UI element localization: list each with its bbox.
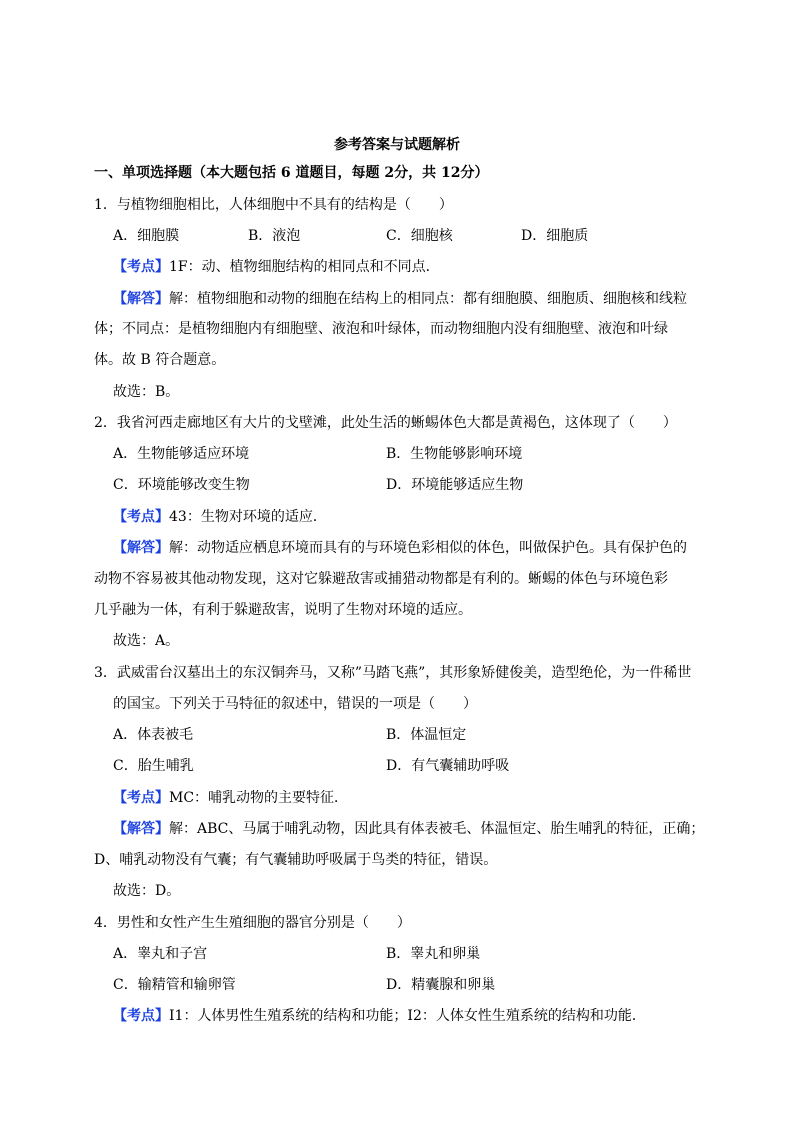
kaodian-label: 【考点】 (113, 259, 169, 275)
q1-kaodian (113, 258, 440, 276)
kaodian-label: 【考点】 (113, 790, 169, 806)
q3-jieda (113, 820, 704, 838)
q3-answer: 故选：D。 (113, 883, 181, 899)
question-3-stem-line-1: 3．武威雷台汉墓出土的东汉铜奔马，又称”马踏飞燕”，其形象矫健俊美，造型绝伦，为一件稀世 (94, 665, 692, 681)
q4-option-c: C．输精管和输卵管 (113, 977, 236, 993)
q4-option-b: B．睾丸和卵巢 (386, 946, 481, 962)
q3-option-b: B．体温恒定 (386, 727, 467, 743)
q2-option-a: A．生物能够适应环境 (113, 446, 250, 462)
question-4-stem: 4．男性和女性产生生殖细胞的器官分别是（ ） (94, 915, 411, 931)
question-1-stem: 1．与植物细胞相比，人体细胞中不具有的结构是（ ） (94, 197, 453, 213)
q2-option-b: B．生物能够影响环境 (386, 446, 523, 462)
q3-jieda-line-2: D、哺乳动物没有气囊；有气囊辅助呼吸属于鸟类的特征，错误。 (94, 852, 498, 868)
q3-kaodian (113, 789, 348, 807)
q2-kaodian (113, 508, 327, 526)
kaodian-label: 【考点】 (113, 1008, 169, 1024)
q1-jieda (113, 290, 687, 308)
q1-jieda-line-1: 解：植物细胞和动物的细胞在结构上的相同点：都有细胞膜、细胞质、细胞核和线粒 (169, 291, 687, 307)
q3-kaodian-text: MC：哺乳动物的主要特征． (169, 790, 349, 806)
jieda-label: 【解答】 (113, 821, 169, 837)
q2-jieda-line-1: 解：动物适应栖息环境而具有的与环境色彩相似的体色，叫做保护色。具有保护色的 (169, 540, 687, 556)
q3-option-a: A．体表被毛 (113, 727, 194, 743)
q1-jieda-line-3: 体。故 B 符合题意。 (94, 352, 226, 368)
question-3-stem-line-2: 的国宝。下列关于马特征的叙述中，错误的一项是（ ） (113, 696, 477, 712)
q2-option-c: C．环境能够改变生物 (113, 477, 250, 493)
page-title: 参考答案与试题解析 (334, 137, 460, 153)
q2-option-d: D．环境能够适应生物 (386, 477, 524, 493)
q1-answer: 故选：B。 (113, 384, 180, 400)
q2-kaodian-text: 43：生物对环境的适应． (169, 509, 327, 525)
q1-option-b: B．液泡 (248, 228, 301, 244)
q4-option-d: D．精囊腺和卵巢 (386, 977, 496, 993)
section-heading: 一、单项选择题（本大题包括 6 道题目，每题 2分，共 12分） (94, 165, 489, 181)
q4-kaodian-text: I1：人体男性生殖系统的结构和功能；I2：人体女性生殖系统的结构和功能． (169, 1008, 646, 1024)
q2-jieda-line-2: 动物不容易被其他动物发现，这对它躲避敌害或捕猎动物都是有利的。蜥蜴的体色与环境色彩 (94, 571, 668, 587)
q1-option-a: A．细胞膜 (113, 228, 180, 244)
jieda-label: 【解答】 (113, 291, 169, 307)
question-2-stem: 2．我省河西走廊地区有大片的戈壁滩，此处生活的蜥蜴体色大都是黄褐色，这体现了（ ） (94, 415, 677, 431)
q3-option-d: D．有气囊辅助呼吸 (386, 758, 510, 774)
q1-option-c: C．细胞核 (386, 228, 453, 244)
jieda-label: 【解答】 (113, 540, 169, 556)
q1-jieda-line-2: 体；不同点：是植物细胞内有细胞壁、液泡和叶绿体，而动物细胞内没有细胞壁、液泡和叶绿 (94, 321, 668, 337)
q1-option-d: D．细胞质 (521, 228, 589, 244)
q2-jieda-line-3: 几乎融为一体，有利于躲避敌害，说明了生物对环境的适应。 (94, 602, 472, 618)
kaodian-label: 【考点】 (113, 509, 169, 525)
q3-option-c: C．胎生哺乳 (113, 758, 194, 774)
q3-jieda-line-1: 解：ABC、马属于哺乳动物，因此具有体表被毛、体温恒定、胎生哺乳的特征，正确； (169, 821, 705, 837)
q2-jieda (113, 539, 687, 557)
q4-kaodian (113, 1007, 646, 1025)
q1-kaodian-text: 1F：动、植物细胞结构的相同点和不同点． (169, 259, 440, 275)
q2-answer: 故选：A。 (113, 633, 180, 649)
q4-option-a: A．睾丸和子宫 (113, 946, 208, 962)
